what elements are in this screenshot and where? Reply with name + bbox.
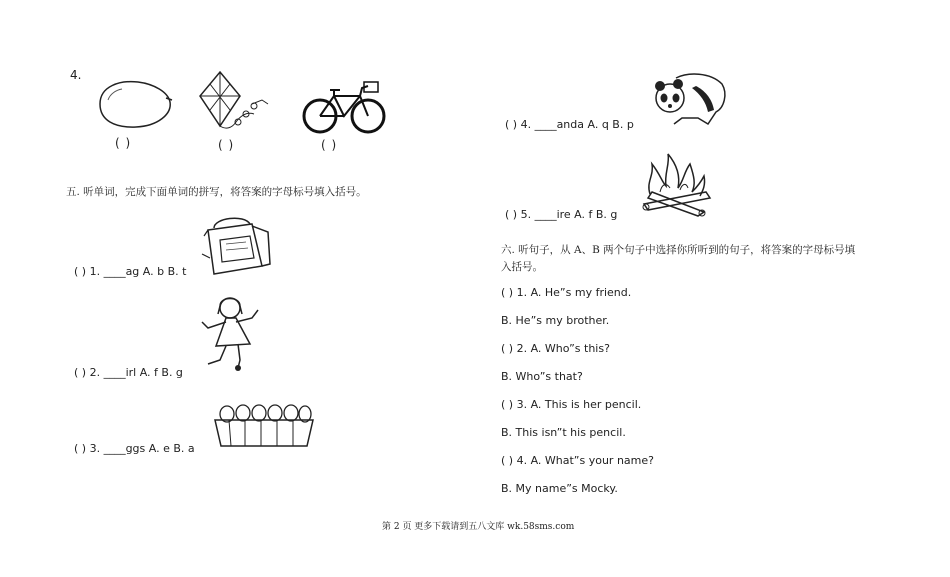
page-footer: 第 2 页 更多下载请到五八文库 wk.58sms.com	[382, 522, 575, 532]
bicycle-icon	[302, 80, 386, 136]
q6-line: ( ) 2. A. Who”s this?	[501, 342, 610, 355]
q5-item-4: ( ) 4. ____anda A. q B. p	[505, 118, 634, 131]
backpack-icon	[200, 214, 272, 276]
girl-icon	[198, 294, 262, 372]
q5-item-5: ( ) 5. ____ire A. f B. g	[505, 208, 618, 221]
q6-line: B. Who”s that?	[501, 370, 583, 383]
q6-line: ( ) 3. A. This is her pencil.	[501, 398, 642, 411]
question-number: 4.	[70, 68, 82, 82]
kite-icon	[198, 70, 270, 136]
section-6-heading-line1: 六. 听句子，从 A、B 两个句子中选择你所听到的句子，将答案的字母标号填	[501, 244, 856, 256]
q6-line: B. This isn”t his pencil.	[501, 426, 626, 439]
q5-item-1: ( ) 1. ____ag A. b B. t	[74, 265, 187, 278]
q6-line: B. He”s my brother.	[501, 314, 610, 327]
lemon-icon	[96, 78, 174, 130]
section-6-heading-line2: 入括号。	[501, 261, 543, 273]
answer-paren: ( )	[115, 136, 132, 150]
section-5-heading: 五. 听单词，完成下面单词的拼写，将答案的字母标号填入括号。	[66, 186, 367, 198]
q5-item-2: ( ) 2. ____irl A. f B. g	[74, 366, 183, 379]
q6-line: B. My name”s Mocky.	[501, 482, 618, 495]
panda-icon	[652, 68, 728, 126]
q5-item-3: ( ) 3. ____ggs A. e B. a	[74, 442, 195, 455]
fire-icon	[640, 152, 714, 216]
answer-paren: ( )	[321, 138, 338, 152]
answer-paren: ( )	[218, 138, 235, 152]
q6-line: ( ) 1. A. He”s my friend.	[501, 286, 632, 299]
q6-line: ( ) 4. A. What”s your name?	[501, 454, 654, 467]
eggs-carton-icon	[213, 402, 315, 448]
